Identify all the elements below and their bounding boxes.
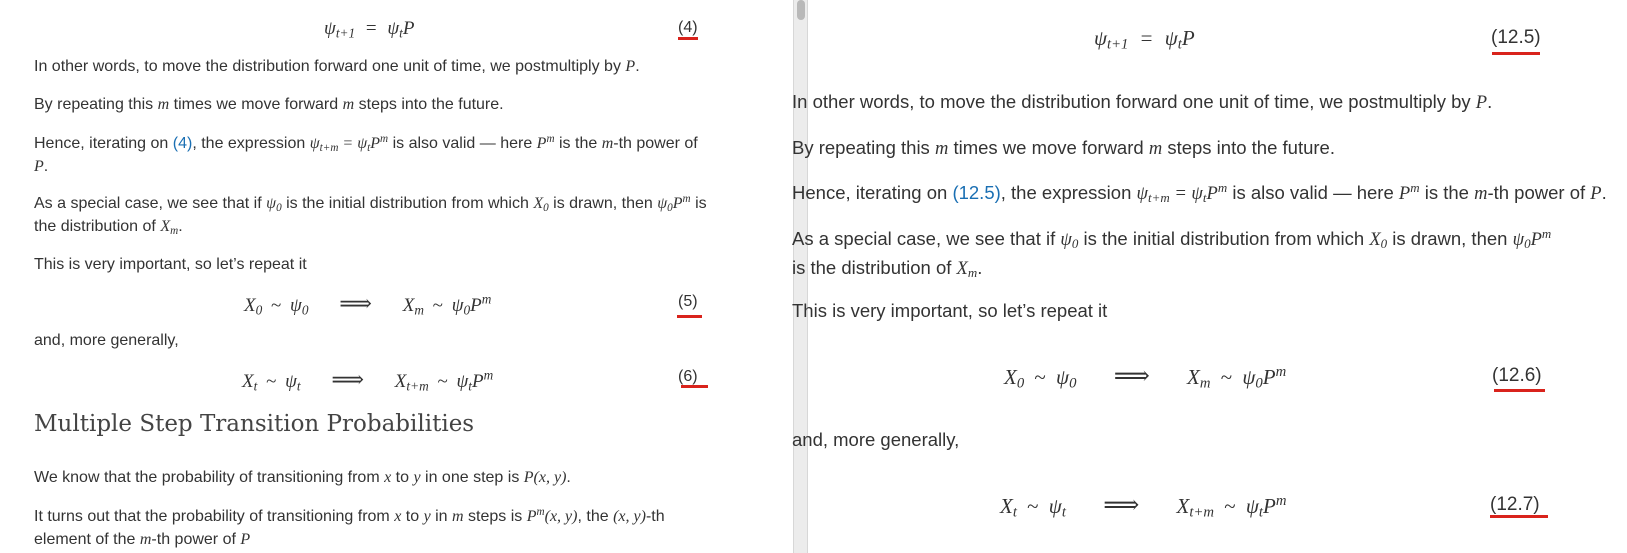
paragraph-4: As a special case, we see that if $\psi_0$ is the initial distribution from which $X_0$ is drawn, then $\psi_0P^m$ is the distribution of $X_m$. xyxy=(34,192,707,237)
paragraph-2: By repeating this m times we move forward m steps into the future. xyxy=(34,96,504,113)
paragraph-5: This is very important, so let’s repeat it xyxy=(34,256,307,273)
scrollbar-thumb[interactable] xyxy=(797,0,805,20)
equation-number-4: (4) xyxy=(678,19,698,36)
red-underline xyxy=(1490,515,1548,518)
left-document-pane[interactable] xyxy=(0,0,793,553)
equation-12-5: $\psi_{t+1} = \psi_tP$ xyxy=(1094,26,1195,53)
paragraph-3: Hence, iterating on (12.5), the expression $\psi_{t+m} = \psi_tP^m$ is also valid — here $P^m$ is the m-th power of P. xyxy=(792,179,1607,206)
red-underline xyxy=(1492,52,1540,55)
red-underline xyxy=(678,37,698,40)
equation-number-12-6: (12.6) xyxy=(1492,365,1542,386)
paragraph-1: In other words, to move the distribution forward one unit of time, we postmultiply by P. xyxy=(792,91,1493,113)
red-underline xyxy=(681,385,708,388)
paragraph-8: It turns out that the probability of transitioning from x to y in m steps is $P^m(x$, y), the (x, y)-th element of the m-th power of P xyxy=(34,505,665,548)
equation-12-7: $X_t$ ~ $\psi_t$ ⟹ $X_{t+m}$ ~ $\psi_tP^m$ xyxy=(1000,492,1287,521)
equation-number-6: (6) xyxy=(678,368,698,385)
paragraph-2: By repeating this m times we move forward m steps into the future. xyxy=(792,137,1335,159)
equation-12-6: $X_0$ ~ $\psi_0$ ⟹ $X_m$ ~ $\psi_0P^m$ xyxy=(1004,363,1287,392)
section-heading: Multiple Step Transition Probabilities xyxy=(34,411,475,437)
equation-6: $X_t$ ~ $\psi_t$ ⟹ $X_{t+m}$ ~ $\psi_tP^m$ xyxy=(242,367,494,394)
paragraph-6: and, more generally, xyxy=(792,429,960,450)
equation-number-12-7: (12.7) xyxy=(1490,494,1540,515)
paragraph-7: We know that the probability of transitioning from x to y in one step is P(x, y). xyxy=(34,469,571,486)
paragraph-3: Hence, iterating on (4), the expression $\psi_{t+m} = \psi_tP^m$ is also valid — here $P^m$ is the m-th power of P. xyxy=(34,132,698,175)
paragraph-1: In other words, to move the distribution forward one unit of time, we postmultiply by P. xyxy=(34,58,640,75)
paragraph-6: and, more generally, xyxy=(34,332,179,349)
equation-link-4[interactable]: (4) xyxy=(172,135,193,152)
right-document-pane[interactable] xyxy=(792,0,1623,553)
equation-link-12-5[interactable]: (12.5) xyxy=(952,182,1001,203)
equation-4: $\psi_{t+1} = \psi_tP$ xyxy=(324,18,415,41)
red-underline xyxy=(1494,389,1545,392)
equation-5: $X_0$ ~ $\psi_0$ ⟹ $X_m$ ~ $\psi_0P^m$ xyxy=(244,291,492,318)
paragraph-4: As a special case, we see that if $\psi_0$ is the initial distribution from which $X_0$ is drawn, then $\psi_0P^m$ is the distribution of $X_m$. xyxy=(792,225,1552,281)
equation-number-12-5: (12.5) xyxy=(1491,27,1541,48)
equation-number-5: (5) xyxy=(678,293,698,310)
paragraph-5: This is very important, so let’s repeat it xyxy=(792,300,1108,321)
red-underline xyxy=(677,315,702,318)
